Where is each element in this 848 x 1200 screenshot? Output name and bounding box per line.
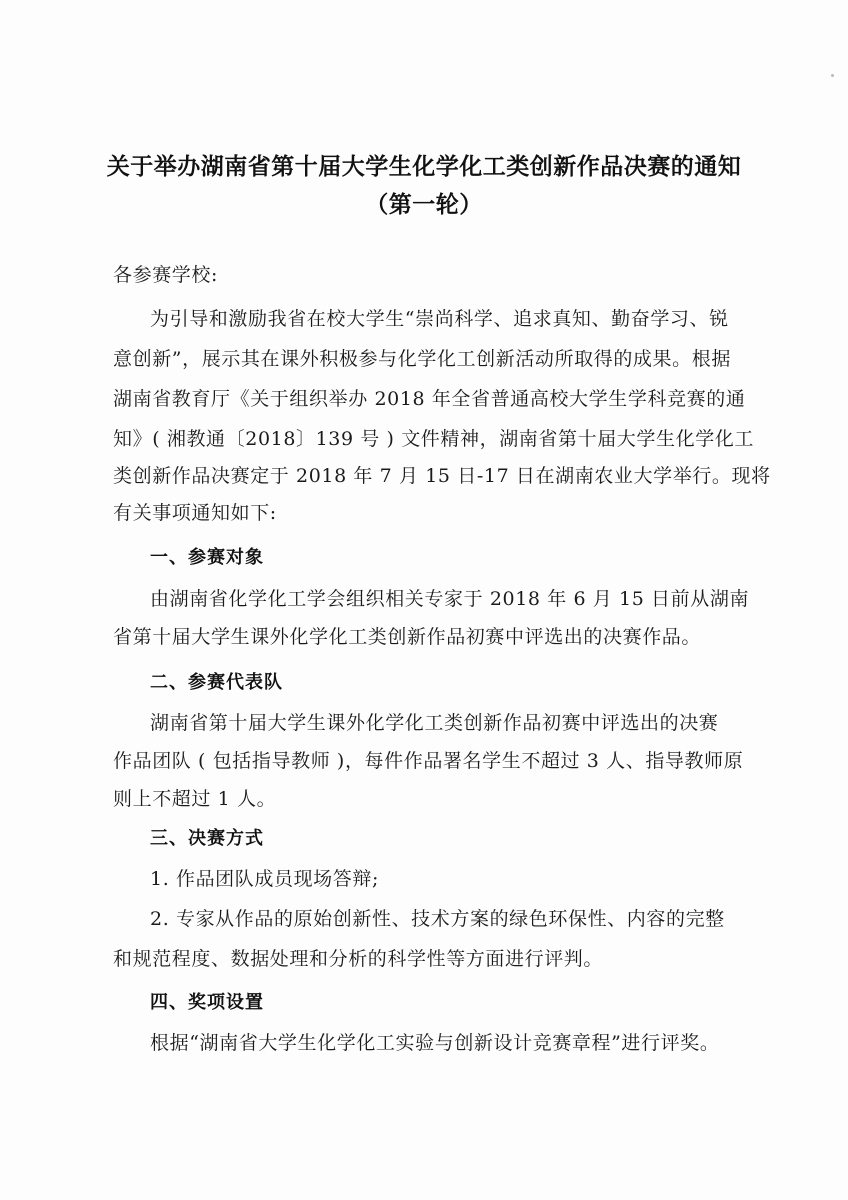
scan-mark: [831, 74, 834, 77]
section-line: 则上不超过 1 人。: [113, 788, 277, 810]
section-line: 由湖南省化学化工学会组织相关专家于 2018 年 6 月 15 日前从湖南: [150, 588, 750, 610]
section-heading: 四、奖项设置: [150, 992, 264, 1013]
section-line: 和规范程度、数据处理和分析的科学性等方面进行评判。: [113, 948, 604, 970]
intro-line: 湖南省教育厅《关于组织举办 2018 年全省普通高校大学生学科竞赛的通: [113, 388, 746, 410]
section-heading: 三、决赛方式: [150, 828, 264, 849]
section-line: 湖南省第十届大学生课外化学化工类创新作品初赛中评选出的决赛: [150, 712, 719, 734]
document-subtitle: （第一轮）: [365, 192, 483, 218]
document-title: 关于举办湖南省第十届大学生化学化工类创新作品决赛的通知: [106, 154, 742, 180]
section-line: 作品团队 ( 包括指导教师 )，每件作品署名学生不超过 3 人、指导教师原: [113, 750, 744, 772]
intro-line: 类创新作品决赛定于 2018 年 7 月 15 日-17 日在湖南农业大学举行。现将: [113, 465, 771, 487]
section-line: 2. 专家从作品的原始创新性、技术方案的绿色环保性、内容的完整: [150, 908, 725, 930]
intro-line: 意创新”，展示其在课外积极参与化学化工创新活动所取得的成果。根据: [113, 348, 731, 370]
section-heading: 二、参赛代表队: [150, 672, 283, 693]
section-line: 根据“湖南省大学生化学化工实验与创新设计竞赛章程”进行评奖。: [150, 1032, 720, 1054]
intro-line: 知》( 湘教通〔2018〕139 号 ) 文件精神，湖南省第十届大学生化学化工: [113, 428, 755, 450]
intro-line: 为引导和激励我省在校大学生“崇尚科学、追求真知、勤奋学习、锐: [150, 308, 729, 330]
section-line: 1. 作品团队成员现场答辩;: [150, 868, 379, 890]
salutation: 各参赛学校:: [113, 264, 219, 286]
section-line: 省第十届大学生课外化学化工类创新作品初赛中评选出的决赛作品。: [113, 626, 702, 648]
section-heading: 一、参赛对象: [150, 547, 264, 568]
intro-line: 有关事项通知如下:: [113, 502, 277, 524]
